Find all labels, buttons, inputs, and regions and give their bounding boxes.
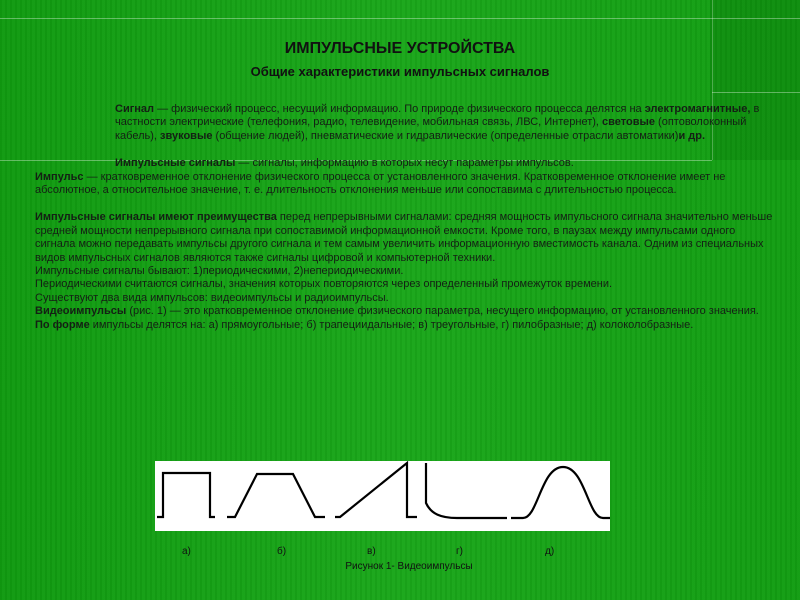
term-sound: звуковые (160, 129, 213, 142)
text: (оптоволоконный кабель), (115, 116, 747, 142)
figure-label-d: г) (456, 546, 463, 557)
term-electromagnetic: электромагнитные, (644, 103, 751, 115)
paragraph-pulse-signals (35, 157, 775, 170)
page-subtitle: Общие характеристики импульсных сигналов (250, 64, 550, 79)
term-light: световые (602, 116, 655, 129)
text: в частности электрические (телефония, радио, телевидение, мобильная связь, ЛВС, Интернет), (115, 103, 760, 129)
text: (рис. 1) — это кратковременное отклонение физического параметра, несущего информацию, от установленного значения. (126, 305, 759, 318)
decor-line (712, 92, 800, 93)
term-pulse-signals: Импульсные сигналы (115, 157, 236, 170)
term-pulse: Импульс (35, 170, 84, 183)
figure-label-b: б) (277, 546, 287, 557)
term-signal: Сигнал (115, 103, 155, 115)
pulse-figure (155, 461, 610, 531)
paragraph-video-pulses (35, 305, 775, 318)
text: (общение людей), пневматические и гидравлические (определенные отрасли автоматики) (212, 129, 679, 142)
paragraph-advantages (35, 211, 775, 265)
paragraph-types: Импульсные сигналы бывают: 1)периодическими, 2)непериодическими. (35, 265, 404, 278)
figure-label-c: в) (367, 546, 376, 557)
text: — сигналы, информацию в которых несут параметры импульсов. (235, 157, 574, 170)
figure-caption: Рисунок 1- Видеоимпульсы (345, 561, 473, 572)
figure-background (155, 461, 610, 531)
term-etc: и др. (678, 129, 706, 142)
text: — кратковременное отклонение физического процесса от установленного значения. Кратковременное отклонение имеет не абсолютное, а относительное значение, т. е. длительность отклонения меньше или сопоставима с длительностью процесса. (35, 170, 726, 197)
text: перед непрерывными сигналами: средняя мощность импульсного сигнала значительно меньше средней мощности непрерывного сигнала при сопоставимой информационной емкости. Кроме того, в паузах между импульсами одного сигнала можно передавать импульсы другого сигнала и тем самым увеличить информационную вместимость канала. Одним из специальных видов импульсных сигналов являются также сигналы цифровой и компьютерной техники. (35, 211, 773, 264)
paragraph-signal (35, 103, 775, 143)
figure-label-e: д) (545, 546, 555, 557)
figure-label-a: а) (182, 546, 191, 557)
paragraph-pulse (35, 171, 775, 198)
text: импульсы делятся на: а) прямоугольные; б) трапециидальные; в) треугольные, г) пилобразные; д) колоколобразные. (89, 318, 694, 331)
term-video-pulses: Видеоимпульсы (35, 305, 127, 318)
paragraph-periodic: Периодическими считаются сигналы, значения которых повторяются через определенный промежуток времени. (35, 278, 613, 291)
paragraph-shape (35, 319, 775, 332)
page-title: ИМПУЛЬСНЫЕ УСТРОЙСТВА (284, 40, 516, 57)
decor-line (0, 18, 800, 19)
paragraph-kinds: Существуют два вида импульсов: видеоимпульсы и радиоимпульсы. (35, 291, 389, 304)
term-advantages: Импульсные сигналы имеют преимущества (35, 211, 277, 224)
text: — физический процесс, несущий информацию. По природе физического процесса делятся на (154, 103, 642, 115)
term-shape: По форме (35, 318, 90, 331)
text-body (35, 103, 775, 332)
